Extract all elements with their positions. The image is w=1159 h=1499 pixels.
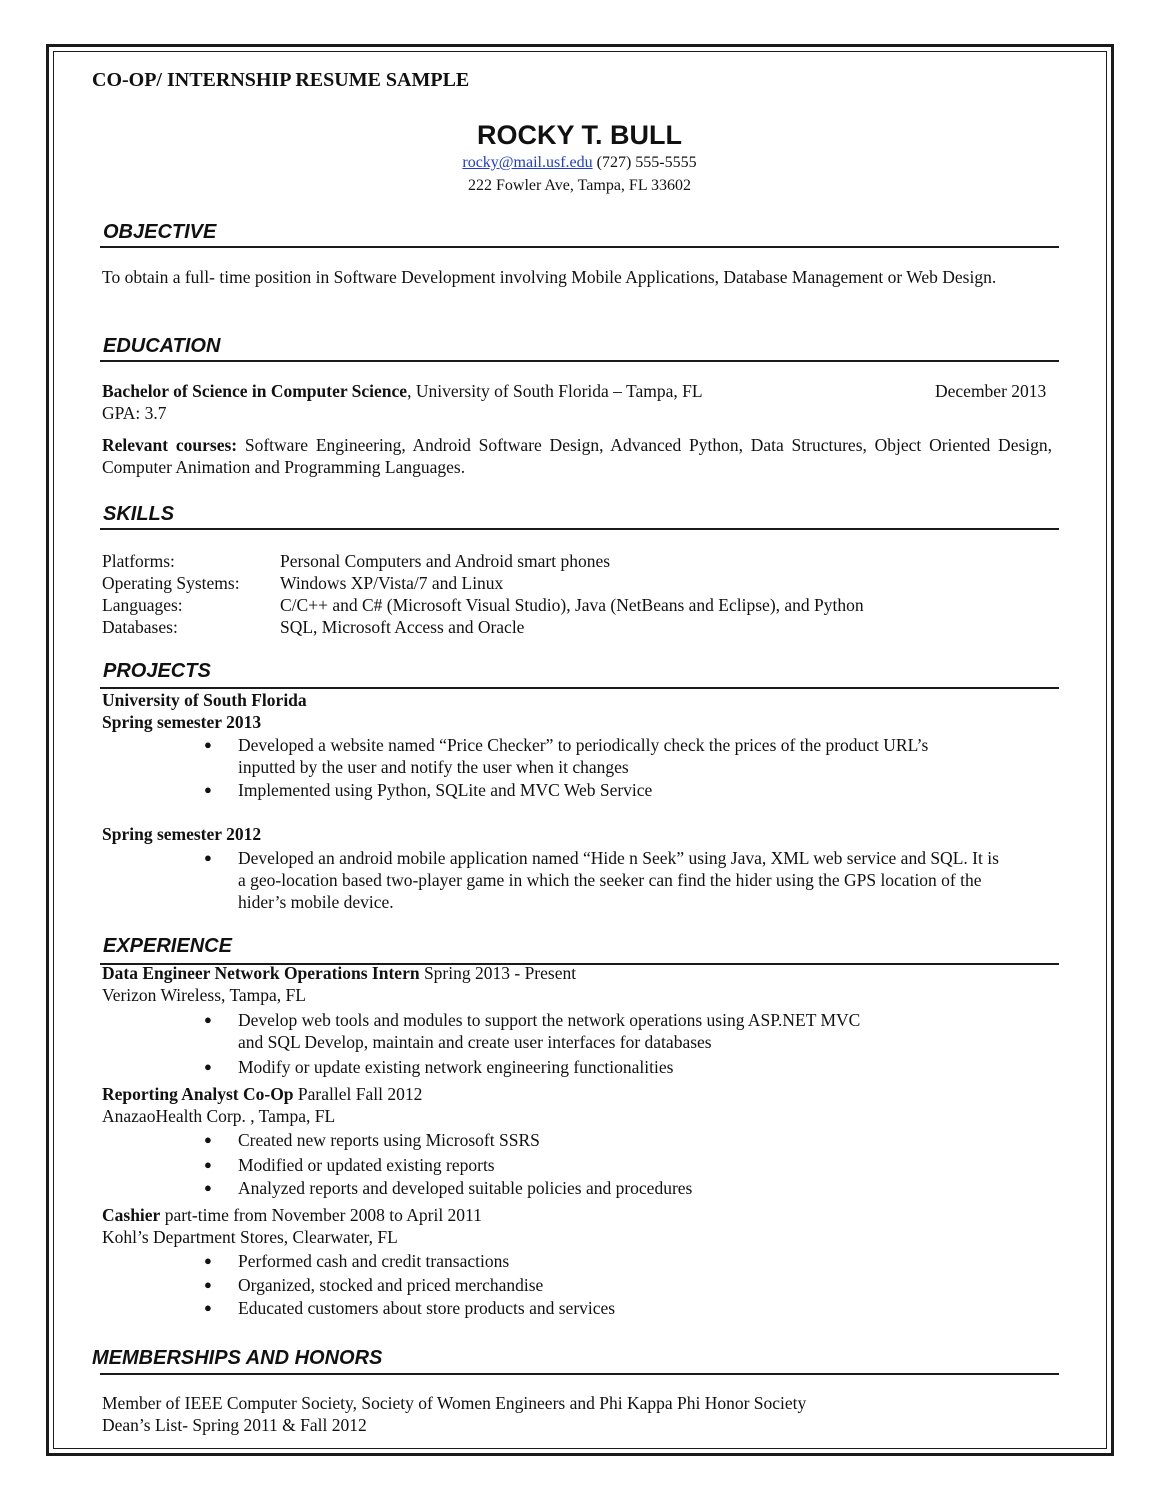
bullet-text: Developed an android mobile application named “Hide n Seek” using Java, XML web service and SQL. It is <box>238 848 999 868</box>
bullet-text: Educated customers about store products and services <box>238 1298 616 1318</box>
degree-name: Bachelor of Science in Computer Science <box>102 381 408 401</box>
memberships-heading: MEMBERSHIPS AND HONORS <box>92 1347 383 1369</box>
bullet-text: a geo-location based two-player game in which the seeker can find the hider using the GPS location of the <box>238 870 982 890</box>
bullet-text: Organized, stocked and priced merchandise <box>238 1275 544 1295</box>
bullet-text: Develop web tools and modules to support the network operations using ASP.NET MVC <box>238 1010 861 1030</box>
bullet-icon: ● <box>204 1132 212 1147</box>
courses-label: Relevant courses: <box>102 435 238 455</box>
section-rule <box>100 1373 1059 1375</box>
bullet-text: Implemented using Python, SQLite and MVC Web Service <box>238 780 653 800</box>
section-rule <box>100 246 1059 248</box>
contact-line <box>0 154 1159 172</box>
bullet-icon: ● <box>204 1277 212 1292</box>
degree-line <box>102 380 703 402</box>
bullet-text: Analyzed reports and developed suitable policies and procedures <box>238 1178 693 1198</box>
membership-line: Member of IEEE Computer Society, Society of Women Engineers and Phi Kappa Phi Honor Society <box>102 1393 807 1413</box>
job-period: Spring 2013 - Present <box>419 963 577 983</box>
bullet-icon: ● <box>204 1012 212 1027</box>
objective-text: To obtain a full- time position in Software Development involving Mobile Applications, Database Management or Web Design. <box>102 267 997 287</box>
job-period: part-time from November 2008 to April 2011 <box>160 1205 482 1225</box>
job-period: Parallel Fall 2012 <box>293 1084 423 1104</box>
bullet-icon: ● <box>204 1157 212 1172</box>
education-heading: EDUCATION <box>103 335 221 357</box>
job-title-line <box>102 962 576 984</box>
bullet-text: hider’s mobile device. <box>238 892 394 912</box>
bullet-icon: ● <box>204 850 212 865</box>
skills-heading: SKILLS <box>103 503 175 525</box>
phone-number: (727) 555-5555 <box>596 154 697 171</box>
skill-value: SQL, Microsoft Access and Oracle <box>280 617 525 637</box>
relevant-courses <box>102 434 1052 478</box>
bullet-text: Modify or update existing network engineering functionalities <box>238 1057 674 1077</box>
document-title: CO-OP/ INTERNSHIP RESUME SAMPLE <box>92 69 470 91</box>
skill-value: C/C++ and C# (Microsoft Visual Studio), Java (NetBeans and Eclipse), and Python <box>280 595 864 615</box>
section-rule <box>100 360 1059 362</box>
bullet-text: inputted by the user and notify the user when it changes <box>238 757 629 777</box>
projects-heading: PROJECTS <box>103 660 211 682</box>
job-employer: Verizon Wireless, Tampa, FL <box>102 985 306 1005</box>
bullet-icon: ● <box>204 1059 212 1074</box>
skill-label: Languages: <box>102 595 183 615</box>
job-title: Reporting Analyst Co-Op <box>102 1084 294 1104</box>
project-term: Spring semester 2013 <box>102 712 262 732</box>
bullet-text: Performed cash and credit transactions <box>238 1251 510 1271</box>
skill-value: Windows XP/Vista/7 and Linux <box>280 573 504 593</box>
gpa: GPA: 3.7 <box>102 403 167 423</box>
bullet-icon: ● <box>204 1180 212 1195</box>
bullet-icon: ● <box>204 1300 212 1315</box>
skill-label: Databases: <box>102 617 178 637</box>
project-organization: University of South Florida <box>102 690 307 710</box>
courses-text: Software Engineering, Android Software Design, Advanced Python, Data Structures, Object Oriented Design, Computer Animation and Programming Languages. <box>102 435 1053 477</box>
project-term: Spring semester 2012 <box>102 824 262 844</box>
section-rule <box>100 528 1059 530</box>
skill-label: Operating Systems: <box>102 573 240 593</box>
bullet-text: Created new reports using Microsoft SSRS <box>238 1130 540 1150</box>
job-title: Cashier <box>102 1205 161 1225</box>
address-line: 222 Fowler Ave, Tampa, FL 33602 <box>467 177 691 194</box>
school-name: , University of South Florida – Tampa, FL <box>407 381 703 401</box>
honors-line: Dean’s List- Spring 2011 & Fall 2012 <box>102 1415 367 1435</box>
bullet-icon: ● <box>204 782 212 797</box>
graduation-date: December 2013 <box>935 381 1047 401</box>
job-employer: Kohl’s Department Stores, Clearwater, FL <box>102 1227 398 1247</box>
skill-value: Personal Computers and Android smart phones <box>280 551 611 571</box>
candidate-name: ROCKY T. BULL <box>476 120 682 150</box>
email-link[interactable]: rocky@mail.usf.edu <box>462 154 593 171</box>
job-title-line <box>102 1204 482 1226</box>
bullet-icon: ● <box>204 737 212 752</box>
skill-label: Platforms: <box>102 551 175 571</box>
experience-heading: EXPERIENCE <box>103 935 232 957</box>
job-title-line <box>102 1083 422 1105</box>
bullet-icon: ● <box>204 1253 212 1268</box>
job-title: Data Engineer Network Operations Intern <box>102 963 420 983</box>
bullet-text: and SQL Develop, maintain and create user interfaces for databases <box>238 1032 712 1052</box>
job-employer: AnazaoHealth Corp. , Tampa, FL <box>102 1106 336 1126</box>
bullet-text: Developed a website named “Price Checker” to periodically check the prices of the product URL’s <box>238 735 929 755</box>
bullet-text: Modified or updated existing reports <box>238 1155 495 1175</box>
objective-heading: OBJECTIVE <box>103 221 217 243</box>
